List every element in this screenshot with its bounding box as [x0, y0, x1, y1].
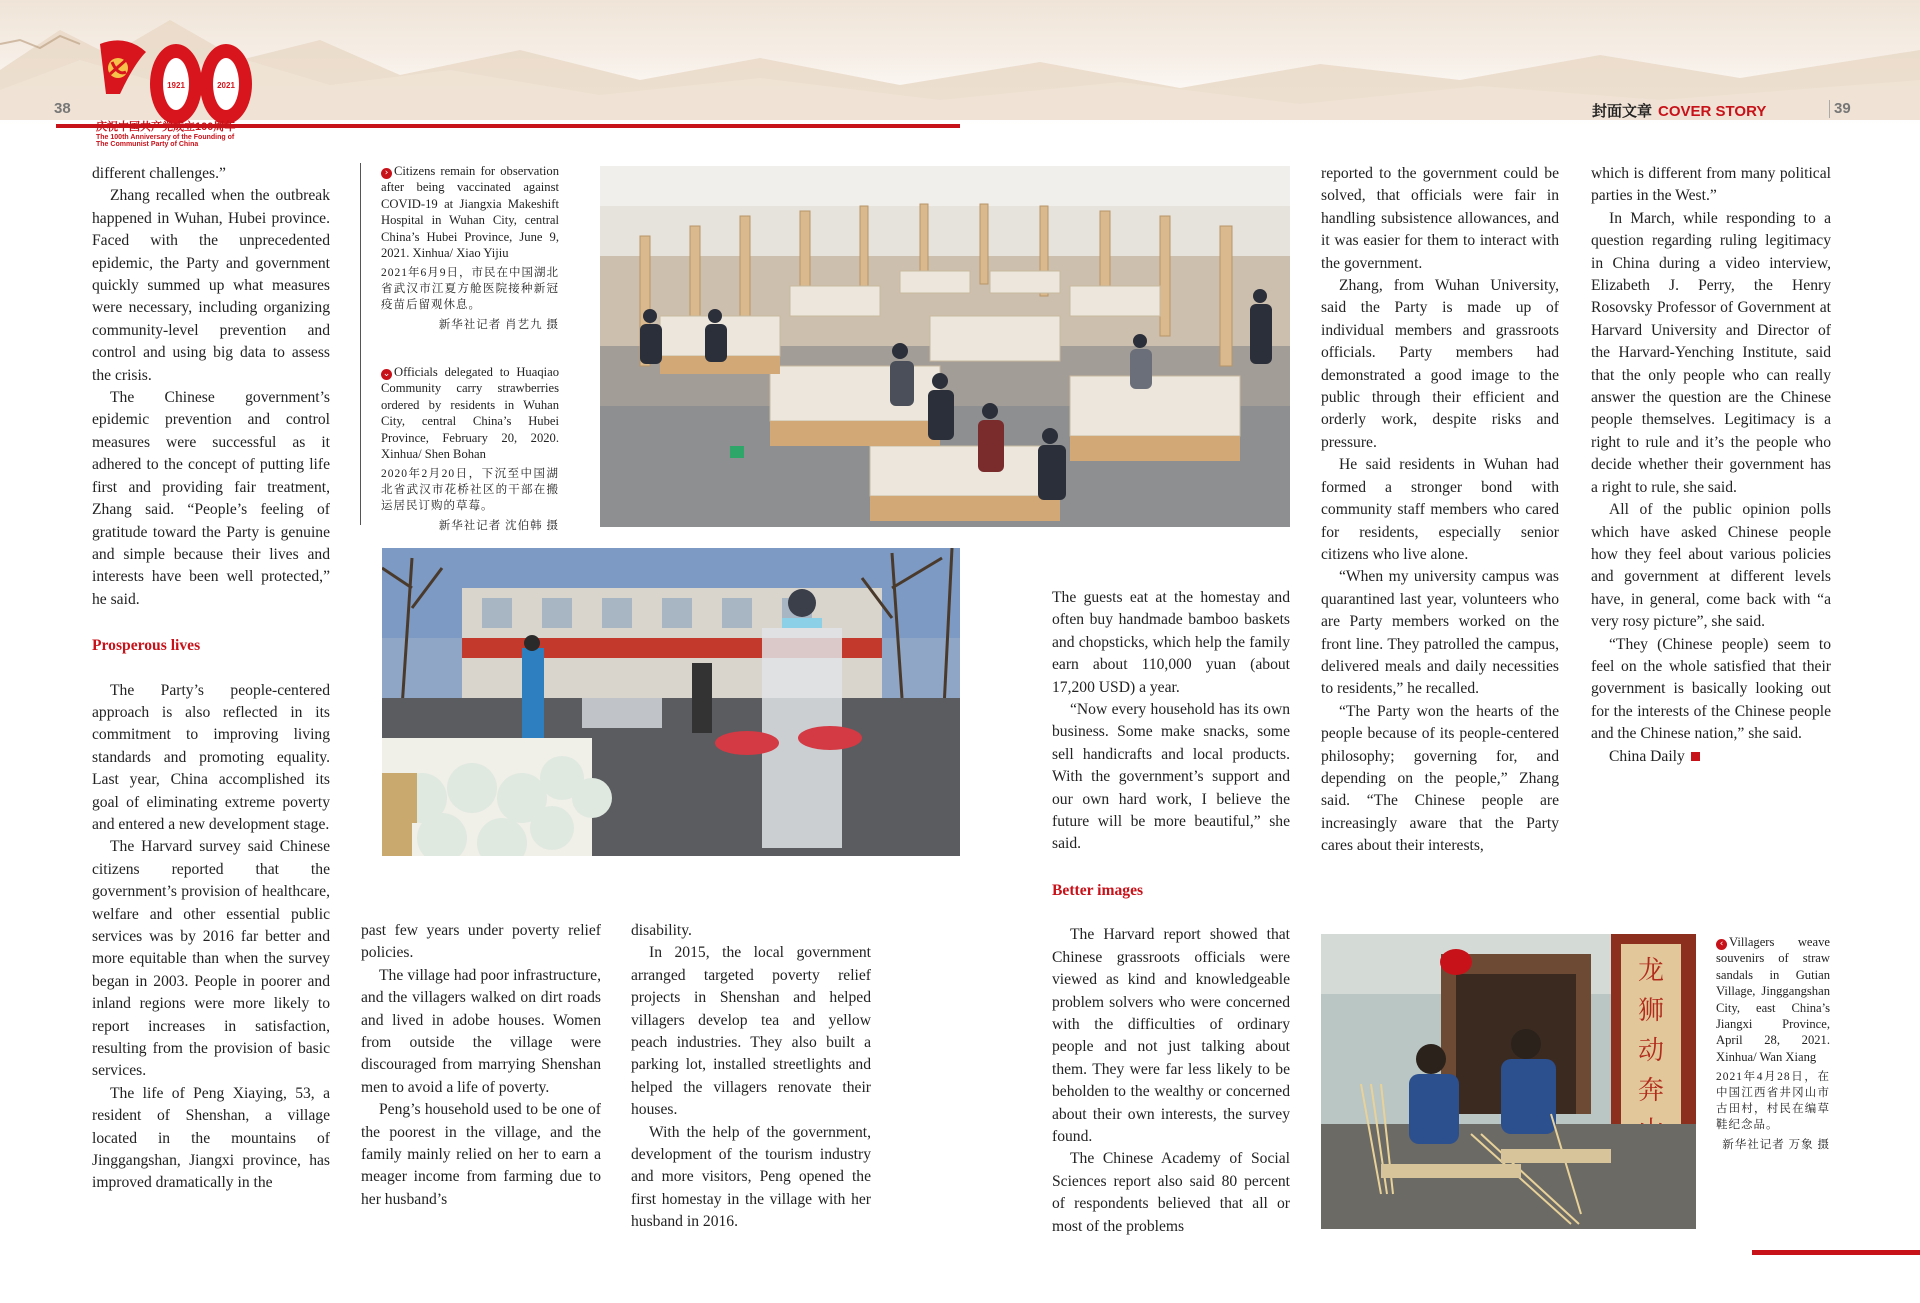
footer-red-rule	[1752, 1250, 1920, 1255]
logo-caption-en-2: The Communist Party of China	[96, 140, 199, 148]
paragraph: The Chinese Academy of Social Sciences report also said 80 percent of respondents believed that all or most of the problems	[1052, 1150, 1290, 1235]
paragraph: He said residents in Wuhan had formed a stronger bond with community staff members who cared for residents, especially senior citizens who live alone.	[1321, 456, 1559, 563]
subheading-prosperous-lives: Prosperous lives	[92, 637, 201, 655]
shop-sign-text: 龙	[1637, 956, 1665, 986]
paragraph: “They (Chinese people) seem to feel on the whole satisfied that their government is basically looking out for the interests of the Chinese people and the Chinese nation,” she said.	[1591, 635, 1831, 743]
caption-photo-2	[381, 364, 559, 534]
paragraph: In 2015, the local government arranged targeted poverty relief projects in Shenshan and helped villagers develop tea and yellow peach industries. They also built a parking lot, installed streetlights and helped the villagers renovate their houses.	[631, 944, 871, 1119]
paragraph: different challenges.”	[92, 165, 226, 182]
header-divider	[1829, 100, 1830, 118]
logo-caption	[96, 122, 266, 148]
paragraph: “When my university campus was quarantined last year, volunteers who are Party members worked on the front line. They patrolled the campus, delivered meals and daily necessities to residents,” he recalled.	[1321, 568, 1559, 698]
paragraph: The guests eat at the homestay and often buy handmade bamboo baskets and chopsticks, which help the family earn about 110,000 yuan (about 17,200 USD) a year.	[1052, 589, 1290, 696]
paragraph: The Harvard report showed that Chinese grassroots officials were viewed as kind and knowledgeable problem solvers who were concerned with the difficulties of ordinary people and not just talking about them. They were far less likely to be beholden to the wealthy or concerned about their own interests, the survey found.	[1052, 926, 1290, 1145]
arrow-down-icon: ⌄	[382, 369, 391, 379]
section-label-zh: 封面文章	[1592, 103, 1653, 120]
paragraph: The village had poor infrastructure, and the villagers walked on dirt roads and lived in adobe houses. Women from outside the village were discouraged from marrying Shenshan men to avoid a life of poverty.	[361, 966, 601, 1096]
paragraph: Peng’s household used to be one of the poorest in the village, and the family mainly relied on her to earn a meager income from farming due to her husband’s	[361, 1101, 601, 1208]
paragraph: “Now every household has its own business. Some make snacks, some sell handicrafts and local products. With the government’s support and our own hard work, I believe the future will be more beautiful,” she said.	[1052, 701, 1290, 853]
shop-sign-text: 狮	[1637, 996, 1665, 1026]
paragraph: which is different from many political parties in the West.”	[1591, 165, 1831, 205]
paragraph: With the help of the government, development of the tourism industry and more visitors, Peng opened the first homestay in the village with her husband in 2016.	[631, 1123, 871, 1231]
paragraph: The Party’s people-centered approach is also reflected in its commitment to improving living standards and promoting equality. Last year, China accomplished its goal of eliminating extreme poverty and entered a new development stage.	[92, 681, 330, 833]
shop-sign-text: 奔	[1637, 1076, 1665, 1106]
page-number-right: 39	[1834, 100, 1851, 117]
arrow-right-icon: ›	[381, 168, 392, 179]
paragraph: All of the public opinion polls which have asked Chinese people how they feel about various policies and government at different levels have, in general, come back with “a very rosy picture”, she said.	[1591, 501, 1831, 631]
byline-text: China Daily	[1609, 747, 1685, 765]
logo-year-start: 1921	[167, 81, 185, 90]
article-column-3	[631, 920, 871, 1234]
logo-caption-en-1: The 100th Anniversary of the Founding of	[96, 133, 235, 141]
paragraph: In March, while responding to a question regarding ruling legitimacy in China during a video interview, Elizabeth J. Perry, the Henry Rosovsky Professor of Government at Harvard University and Director of the Harvard-Yenching Institute, said that the only people who can really answer the question are the Chinese people themselves. Legitimacy is a right to rule and it’s the people who decide whether their government has a right to rule, she said.	[1591, 209, 1831, 496]
article-column-6	[1591, 163, 1831, 768]
caption-zh: 2021年4月28日，在中国江西省井冈山市古田村，村民在编草鞋纪念品。	[1716, 1071, 1830, 1132]
paragraph: past few years under poverty relief policies.	[361, 922, 601, 962]
paragraph: Zhang recalled when the outbreak happened in Wuhan, Hubei province. Faced with the unprecedented epidemic, the Party and government quickly summed up what measures were necessary, including organizing community-level prevention and control and using big data to assess the crisis.	[92, 187, 330, 384]
caption-zh: 2020年2月20日，下沉至中国湖北省武汉市花桥社区的干部在搬运居民订购的草莓。	[381, 468, 559, 513]
article-column-5	[1321, 163, 1559, 858]
logo-year-end: 2021	[217, 81, 235, 90]
caption-photo-1	[381, 163, 559, 333]
caption-photo-3	[1716, 934, 1830, 1153]
photo-villagers-weaving	[1321, 934, 1696, 1229]
paragraph: Zhang, from Wuhan University, said the Party is made up of individual members and grassroots officials. Party members had demonstrated a good image to the public through their efficient and orderly work, despite risks and pressure.	[1321, 277, 1559, 451]
article-byline	[1591, 746, 1831, 768]
caption-credit: 新华社记者 肖艺九 摄	[438, 319, 559, 332]
caption-en: Villagers weave souvenirs of straw sandals in Gutian Village, Jinggangshan City, east China’s Jiangxi Province, April 28, 2021. Xinhua/ Wan Xiang	[1716, 935, 1830, 1064]
centenary-logo	[96, 34, 256, 134]
article-column-1	[92, 163, 330, 1195]
paragraph: The Chinese government’s epidemic prevention and control measures were successful as it adhered to the concept of putting life first and providing fair treatment, Zhang said. “People’s feeling of gratitude toward the Party is genuine and simple because their lives and interests have been well protected,” he said.	[92, 389, 330, 608]
subheading-better-images: Better images	[1052, 881, 1144, 899]
paragraph: disability.	[631, 922, 692, 939]
page-number-left: 38	[54, 100, 71, 117]
photo-makeshift-hospital	[600, 166, 1290, 527]
logo-caption-zh: 庆祝中国共产党成立100周年	[96, 121, 236, 133]
caption-zh: 2021年6月9日，市民在中国湖北省武汉市江夏方舱医院接种新冠疫苗后留观休息。	[381, 267, 559, 312]
caption-en: Citizens remain for observation after being vaccinated against COVID-19 at Jiangxia Makeshift Hospital in Wuhan City, central China’s Hubei Province, June 9, 2021. Xinhua/ Xiao Yijiu	[381, 164, 559, 261]
paragraph: The Harvard survey said Chinese citizens reported that the government’s provision of healthcare, welfare and other essential public services was by 2016 far better and more equitable than when the survey began in 2003. People in poorer and inland regions were more likely to report increases in satisfaction, resulting from the provision of basic services.	[92, 838, 330, 1080]
section-label	[1592, 100, 1766, 121]
article-column-4	[1052, 587, 1290, 1238]
paragraph: The life of Peng Xiaying, 53, a resident of Shenshan, a village located in the mountains of Jinggangshan, Jiangxi province, has improved dramatically in the	[92, 1084, 330, 1192]
section-label-en: COVER STORY	[1658, 103, 1767, 120]
paragraph: “The Party won the hearts of the people because of its people-centered philosophy; governing for, and depending on the people,” Zhang said. “The Chinese people are increasingly aware that the Party cares about their interests,	[1321, 702, 1559, 855]
caption-en: Officials delegated to Huaqiao Community carry strawberries ordered by residents in Wuhan City, central China’s Hubei Province, February 20, 2020. Xinhua/ Shen Bohan	[381, 365, 559, 462]
end-mark-icon	[1691, 752, 1700, 761]
photo-strawberry-delivery	[382, 548, 960, 856]
caption-credit: 新华社记者 沈伯韩 摄	[438, 520, 559, 533]
paragraph: reported to the government could be solved, that officials were fair in handling subsistence allowances, and it was easier for them to interact with the government.	[1321, 165, 1559, 272]
arrow-left-icon: ‹	[1716, 939, 1727, 950]
caption-credit: 新华社记者 万象 摄	[1722, 1139, 1830, 1152]
shop-sign-text: 动	[1637, 1036, 1665, 1066]
article-column-2	[361, 920, 601, 1211]
caption-rule	[360, 163, 361, 525]
